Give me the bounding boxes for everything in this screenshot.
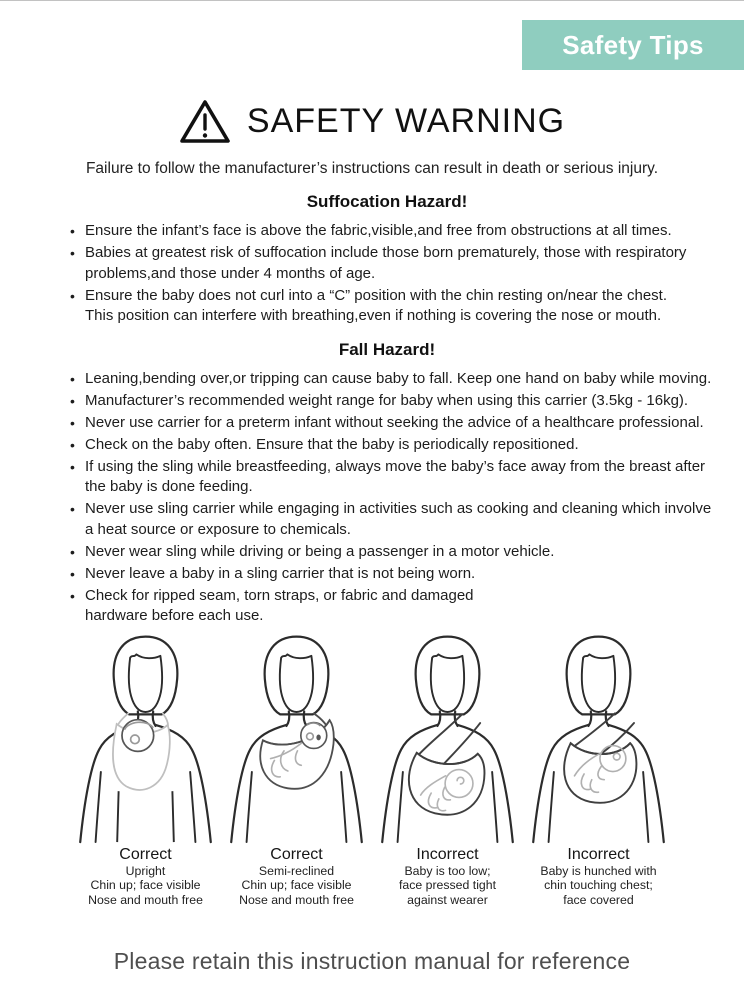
list-item: • Never use sling carrier while engaging in activities such as cooking and cleaning which involve a heat source or exposure to chemicals. bbox=[70, 499, 712, 540]
figure-verdict: Correct bbox=[119, 846, 172, 863]
figure-caption-line: Upright bbox=[125, 864, 166, 878]
list-item: • Ensure the baby does not curl into a “C” position with the chin resting on/near the chest. This position can interfere with breathing,even if nothing is covering the nose or mouth. bbox=[70, 286, 712, 327]
suffocation-hazard-list bbox=[62, 221, 712, 327]
safety-warning-header bbox=[0, 98, 744, 145]
retain-manual-note: Please retain this instruction manual for reference bbox=[113, 948, 631, 974]
list-item: • Never use carrier for a preterm infant without seeking the advice of a healthcare professional. bbox=[70, 413, 712, 434]
list-item: • Ensure the infant’s face is above the fabric,visible,and free from obstructions at all times. bbox=[70, 221, 712, 242]
fall-hazard-heading: Fall Hazard! bbox=[338, 339, 436, 359]
figure-correct-semi-reclined bbox=[221, 628, 372, 907]
figure-incorrect-hunched bbox=[523, 628, 674, 907]
figure-caption-line: Baby is too low; bbox=[404, 864, 491, 878]
figure-verdict: Incorrect bbox=[416, 846, 479, 863]
figure-caption-line: Nose and mouth free bbox=[239, 892, 354, 907]
list-item: • If using the sling while breastfeeding, always move the baby’s face away from the breast after the baby is done feeding. bbox=[70, 457, 712, 498]
figure-caption-line: Chin up; face visible bbox=[241, 878, 352, 893]
figure-caption-line: Semi-reclined bbox=[258, 864, 335, 878]
illustration-correct-semi-reclined bbox=[224, 628, 369, 844]
figure-caption-line: Nose and mouth free bbox=[88, 892, 203, 907]
hazard-content bbox=[62, 192, 712, 628]
carry-position-figures bbox=[70, 628, 674, 907]
figure-incorrect-too-low bbox=[372, 628, 523, 907]
page-title: SAFETY WARNING bbox=[246, 102, 566, 140]
list-item: • Leaning,bending over,or tripping can cause baby to fall. Keep one hand on baby while moving. bbox=[70, 369, 712, 390]
suffocation-hazard-heading: Suffocation Hazard! bbox=[306, 192, 468, 211]
figure-caption-line: Chin up; face visible bbox=[90, 878, 201, 893]
figure-verdict: Incorrect bbox=[567, 846, 630, 863]
warning-subtitle: Failure to follow the manufacturer’s instructions can result in death or serious injury. bbox=[85, 160, 659, 177]
list-item: • Check for ripped seam, torn straps, or fabric and damaged hardware before each use. bbox=[70, 586, 712, 627]
list-item: • Never wear sling while driving or being a passenger in a motor vehicle. bbox=[70, 542, 712, 563]
illustration-correct-upright bbox=[73, 628, 218, 844]
figure-caption-line: face covered bbox=[563, 892, 634, 907]
warning-triangle-icon bbox=[179, 98, 231, 145]
illustration-incorrect-hunched bbox=[526, 628, 671, 844]
safety-tips-banner-label: Safety Tips bbox=[562, 29, 704, 60]
list-item: • Never leave a baby in a sling carrier that is not being worn. bbox=[70, 564, 712, 585]
figure-verdict: Correct bbox=[270, 846, 323, 863]
illustration-incorrect-too-low bbox=[375, 628, 520, 844]
figure-caption-line: Baby is hunched with bbox=[540, 864, 657, 878]
fall-hazard-list bbox=[62, 369, 712, 627]
list-item: • Check on the baby often. Ensure that the baby is periodically repositioned. bbox=[70, 435, 712, 456]
list-item: • Babies at greatest risk of suffocation include those born prematurely, those with respiratory problems,and those under 4 months of age. bbox=[70, 243, 712, 284]
figure-caption-line: chin touching chest; bbox=[544, 878, 653, 893]
safety-tips-banner bbox=[522, 20, 744, 70]
figure-correct-upright bbox=[70, 628, 221, 907]
page-top-border bbox=[0, 0, 744, 1]
list-item: • Manufacturer’s recommended weight range for baby when using this carrier (3.5kg - 16kg). bbox=[70, 391, 712, 412]
figure-caption-line: against wearer bbox=[407, 892, 488, 907]
figure-caption-line: face pressed tight bbox=[398, 878, 497, 893]
